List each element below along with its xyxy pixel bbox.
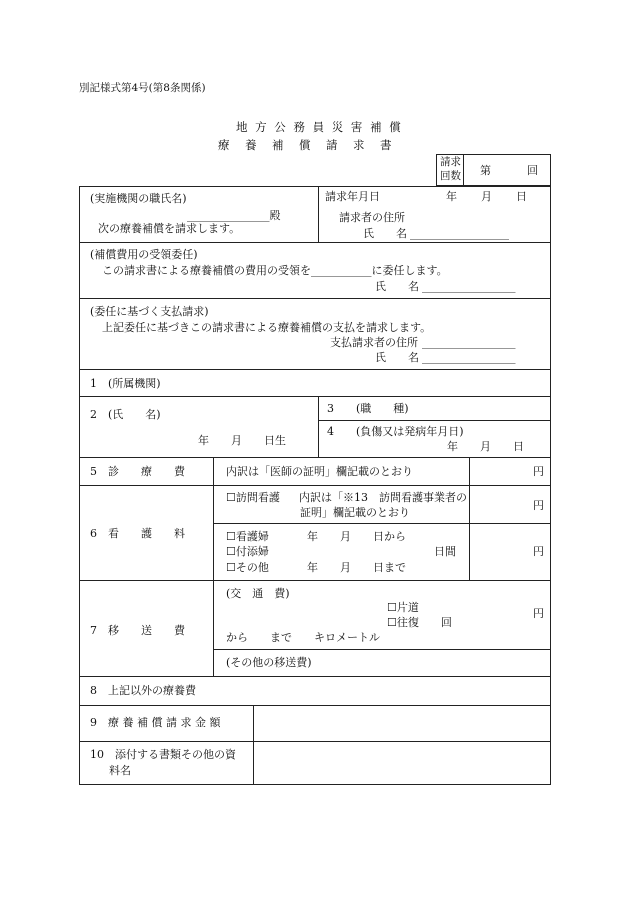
claimant-name-blank: __________________: [410, 227, 509, 240]
row3-label: 3 (職 種): [327, 402, 409, 415]
payer-address-label: 支払請求者の住所: [330, 336, 418, 349]
visit-detail-2: 証明」欄記載のとおり: [300, 506, 410, 519]
claim-count-kai: 回: [527, 164, 538, 177]
claim-count-label-bottom: 回数: [440, 170, 461, 182]
nurse-check: ☐看護婦: [226, 530, 269, 543]
request-date-label: 請求年月日: [325, 190, 380, 203]
form-title-line2: 療 養 補 償 請 求 書: [218, 138, 394, 152]
agency-heading: (実施機関の職氏名): [90, 192, 187, 205]
claim-count-dai: 第: [480, 164, 491, 177]
roundtrip-check: ☐往復 回: [387, 616, 452, 629]
delegation-name-label: 氏 名: [375, 280, 419, 293]
row9-label: 9 療 養 補 償 請 求 金 額: [90, 716, 221, 729]
row10-label-2: 料名: [109, 764, 131, 777]
delegation-name-blank: _________________: [422, 280, 516, 293]
claim-count-label-top: 請求: [440, 156, 461, 168]
agency-blank-tono: _______________殿: [187, 209, 281, 222]
attendant-check: ☐付添婦: [226, 545, 269, 558]
row6-yen1: 円: [533, 499, 544, 512]
row5-label: 5 診 療 費: [90, 465, 185, 478]
transport-label: (交 通 費): [226, 587, 290, 600]
row6-label: 6 看 護 料: [90, 527, 185, 540]
care-to-date: 年 月 日まで: [307, 561, 406, 574]
payment-text: 上記委任に基づきこの請求書による療養補償の支払を請求します。: [102, 321, 432, 334]
request-month: 月: [481, 190, 492, 203]
row4-date: 年 月 日: [447, 440, 524, 453]
payer-address-blank: _________________: [422, 336, 516, 349]
claimant-address-label: 請求者の住所: [339, 211, 405, 224]
delegation-heading: (補償費用の受領委任): [90, 248, 198, 261]
claimant-name-label: 氏 名: [363, 227, 407, 240]
row7-yen: 円: [533, 607, 544, 620]
care-from-date: 年 月 日から: [307, 530, 406, 543]
request-day: 日: [516, 190, 527, 203]
other-transport-label: (その他の移送費): [226, 656, 312, 669]
row2-label: 2 (氏 名): [90, 408, 161, 421]
visit-nursing-check: ☐訪問看護: [226, 491, 280, 504]
row5-yen: 円: [533, 465, 544, 478]
delegation-text: この請求書による療養補償の費用の受領を___________に委任します。: [102, 264, 448, 277]
form-reference: 別記様式第4号(第8条関係): [79, 82, 206, 94]
row7-label: 7 移 送 費: [90, 624, 185, 637]
oneway-check: ☐片道: [387, 601, 419, 614]
row4-label: 4 (負傷又は発病年月日): [327, 425, 464, 438]
row10-label-1: 10 添付する書類その他の資: [90, 748, 236, 761]
transport-route: から まで キロメートル: [226, 631, 380, 644]
row8-label: 8 上記以外の療養費: [90, 684, 196, 697]
other-check: ☐その他: [226, 561, 269, 574]
row5-detail: 内訳は「医師の証明」欄記載のとおり: [226, 465, 413, 478]
row1-label: 1 (所属機関): [90, 377, 161, 390]
payer-name-blank: _________________: [422, 351, 516, 364]
request-text: 次の療養補償を請求します。: [98, 222, 241, 235]
payment-heading: (委任に基づく支払請求): [90, 305, 209, 318]
row2-birth: 年 月 日生: [198, 434, 286, 447]
row6-yen2: 円: [533, 545, 544, 558]
payer-name-label: 氏 名: [375, 351, 419, 364]
visit-detail-1: 内訳は「※13 訪問看護事業者の: [299, 491, 467, 504]
request-year: 年: [446, 190, 457, 203]
care-days: 日間: [434, 545, 456, 558]
form-title-line1: 地 方 公 務 員 災 害 補 償: [236, 120, 403, 134]
